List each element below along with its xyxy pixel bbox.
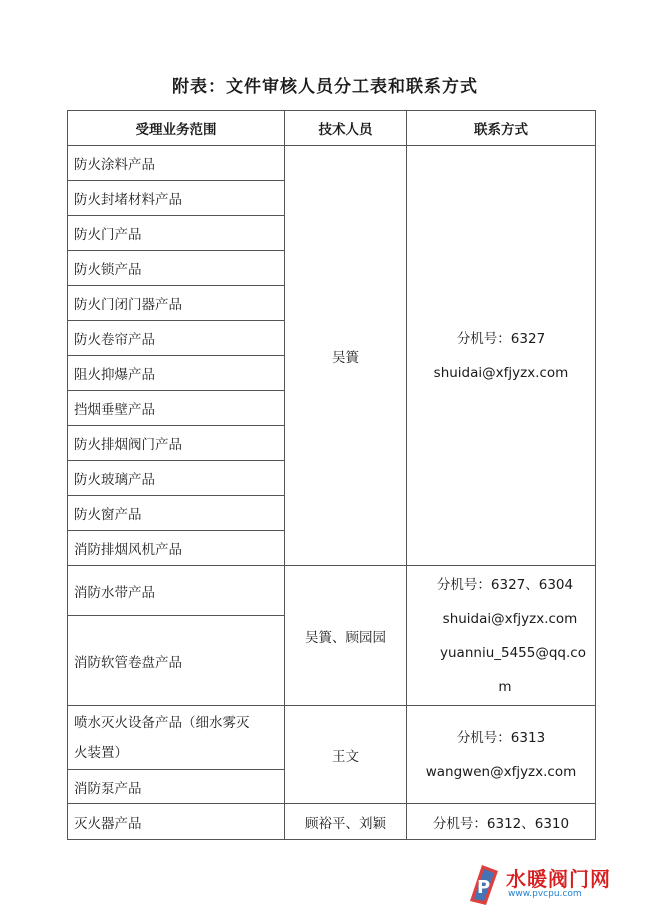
table-row [68,804,596,840]
scope-cell: 防火封堵材料产品 [68,181,285,216]
table-row [68,566,596,616]
staff-cell: 顾裕平、刘颖 [285,804,407,840]
email-link[interactable]: wangwen@xfjyzx.com [425,763,577,780]
email-link[interactable]: yuanniu_5455@qq.co [440,644,586,661]
contact-cell [407,706,596,804]
contact-cell [407,146,596,566]
scope-cell: 灭火器产品 [68,804,285,840]
table-row [68,706,596,770]
scope-cell: 防火门闭门器产品 [68,286,285,321]
scope-cell: 防火玻璃产品 [68,461,285,496]
scope-cell: 挡烟垂壁产品 [68,391,285,426]
contact-cell: 分机号：6312、6310 [407,804,596,840]
extension-number: 分机号：6313 [456,729,546,746]
header-scope: 受理业务范围 [68,111,285,146]
extension-number: 分机号：6327、6304 [436,576,574,593]
header-contact: 联系方式 [407,111,596,146]
scope-cell: 阻火抑爆产品 [68,356,285,391]
header-staff: 技术人员 [285,111,407,146]
scope-cell: 防火门产品 [68,216,285,251]
scope-line: 喷水灭火设备产品（细水雾灭 [74,714,250,731]
staff-cell: 吴簣 [285,146,407,566]
scope-cell: 消防水带产品 [68,566,285,616]
staff-cell: 吴簣、顾园园 [285,566,407,706]
scope-line: 火装置） [74,744,128,761]
contact-cell [407,566,596,706]
watermark-site-name: 水暖阀门网 [506,867,611,891]
scope-cell: 消防泵产品 [68,770,285,804]
email-link[interactable]: shuidai@xfjyzx.com [433,364,569,381]
logo-letter: P [477,877,491,898]
pvcpu-logo-icon [464,861,502,907]
scope-cell: 防火涂料产品 [68,146,285,181]
scope-cell: 防火锁产品 [68,251,285,286]
scope-cell [68,706,285,770]
staff-cell: 王文 [285,706,407,804]
scope-cell: 消防排烟风机产品 [68,531,285,566]
document-title: 附表：文件审核人员分工表和联系方式 [172,77,478,97]
staff-assignment-table [67,110,596,840]
scope-cell: 消防软管卷盘产品 [68,616,285,706]
scope-cell: 防火窗产品 [68,496,285,531]
watermark-url[interactable]: www.pvcpu.com [508,889,582,899]
scope-cell: 防火排烟阀门产品 [68,426,285,461]
extension-number: 分机号：6327 [456,330,546,347]
email-link-continued[interactable]: m [498,678,512,695]
scope-cell: 防火卷帘产品 [68,321,285,356]
email-link[interactable]: shuidai@xfjyzx.com [442,610,578,627]
table-header-row [68,111,596,146]
site-watermark [464,861,634,907]
table-row [68,146,596,181]
